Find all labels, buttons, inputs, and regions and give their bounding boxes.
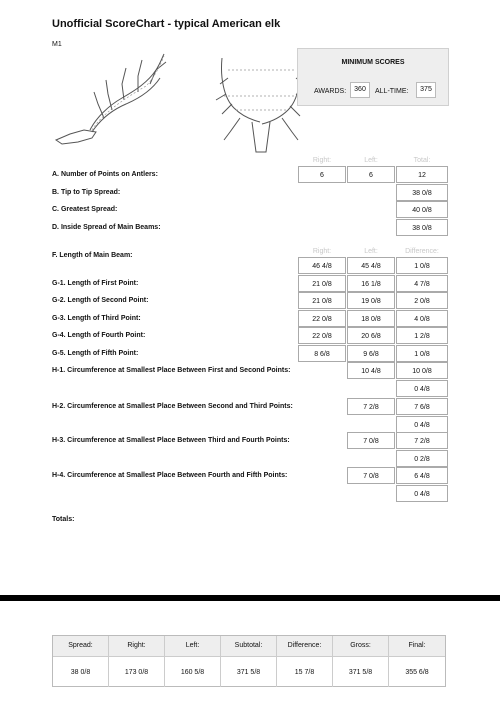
row-d-label: D. Inside Spread of Main Beams:: [52, 224, 161, 231]
summary-header-spread: Spread:: [53, 636, 109, 656]
row-f-left: 45 4/8: [347, 257, 395, 274]
totals-label: Totals:: [52, 516, 75, 523]
row-h2-label: H-2. Circumference at Smallest Place Between Second and Third Points:: [52, 403, 293, 410]
row-d-total: 38 0/8: [396, 219, 448, 236]
row-h1-label: H-1. Circumference at Smallest Place Between First and Second Points:: [52, 367, 291, 374]
page-title: Unofficial ScoreChart - typical American elk: [52, 18, 281, 30]
header-right: Right:: [312, 157, 332, 164]
row-h2-diff: 7 6/8: [396, 398, 448, 415]
summary-value-spread: 38 0/8: [53, 656, 109, 687]
awards-value: 360: [350, 82, 370, 98]
summary-table: [52, 635, 446, 687]
row-a-label: A. Number of Points on Antlers:: [52, 171, 158, 178]
row-f-label: F. Length of Main Beam:: [52, 252, 133, 259]
row-g5-right: 8 6/8: [298, 345, 346, 362]
row-g5-label: G-5. Length of Fifth Point:: [52, 350, 139, 357]
row-b-total: 38 0/8: [396, 184, 448, 201]
page-subtitle: M1: [52, 41, 62, 48]
all-time-value: 375: [416, 82, 436, 98]
row-h2-diff2: 0 4/8: [396, 416, 448, 433]
summary-value-left: 160 5/8: [165, 656, 221, 687]
row-h4-left: 7 0/8: [347, 467, 395, 484]
row-g3-diff: 4 0/8: [396, 310, 448, 327]
minimum-scores-title: MINIMUM SCORES: [341, 59, 405, 66]
row-g2-label: G-2. Length of Second Point:: [52, 297, 149, 304]
summary-value-gross: 371 5/8: [333, 656, 389, 687]
row-g1-right: 21 0/8: [298, 275, 346, 292]
row-g4-label: G-4. Length of Fourth Point:: [52, 332, 146, 339]
row-g3-left: 18 0/8: [347, 310, 395, 327]
summary-header-gross: Gross:: [333, 636, 389, 656]
summary-header-right: Right:: [109, 636, 165, 656]
row-g1-label: G-1. Length of First Point:: [52, 280, 139, 287]
summary-value-subtotal: 371 5/8: [221, 656, 277, 687]
summary-header-final: Final:: [389, 636, 445, 656]
row-h1-left: 10 4/8: [347, 362, 395, 379]
row-h1-diff2: 0 4/8: [396, 380, 448, 397]
row-c-label: C. Greatest Spread:: [52, 206, 118, 213]
all-time-label: ALL-TIME:: [375, 88, 409, 95]
row-f-diff: 1 0/8: [396, 257, 448, 274]
summary-header-left: Left:: [165, 636, 221, 656]
header-difference: Difference:: [405, 248, 439, 255]
header-right-2: Right:: [312, 248, 332, 255]
row-h3-label: H-3. Circumference at Smallest Place Between Third and Fourth Points:: [52, 437, 290, 444]
row-g2-right: 21 0/8: [298, 292, 346, 309]
row-g5-left: 9 6/8: [347, 345, 395, 362]
header-total: Total:: [413, 157, 431, 164]
row-c-total: 40 0/8: [396, 201, 448, 218]
row-h1-diff: 10 0/8: [396, 362, 448, 379]
row-a-right: 6: [298, 166, 346, 183]
row-g1-diff: 4 7/8: [396, 275, 448, 292]
row-f-right: 46 4/8: [298, 257, 346, 274]
elk-antler-illustration: [52, 48, 307, 158]
row-g1-left: 16 1/8: [347, 275, 395, 292]
header-left-2: Left:: [364, 248, 378, 255]
summary-header-subtotal: Subtotal:: [221, 636, 277, 656]
summary-header-difference: Difference:: [277, 636, 333, 656]
row-g4-diff: 1 2/8: [396, 327, 448, 344]
row-h4-label: H-4. Circumference at Smallest Place Between Fourth and Fifth Points:: [52, 472, 288, 479]
row-g4-left: 20 6/8: [347, 327, 395, 344]
row-a-total: 12: [396, 166, 448, 183]
row-h4-diff: 6 4/8: [396, 467, 448, 484]
row-h2-left: 7 2/8: [347, 398, 395, 415]
row-g2-left: 19 0/8: [347, 292, 395, 309]
row-g2-diff: 2 0/8: [396, 292, 448, 309]
row-g4-right: 22 0/8: [298, 327, 346, 344]
summary-value-difference: 15 7/8: [277, 656, 333, 687]
row-g3-right: 22 0/8: [298, 310, 346, 327]
row-g5-diff: 1 0/8: [396, 345, 448, 362]
awards-label: AWARDS:: [314, 88, 347, 95]
minimum-scores-box: [297, 48, 449, 106]
summary-value-right: 173 0/8: [109, 656, 165, 687]
summary-value-final: 355 6/8: [389, 656, 445, 687]
row-a-left: 6: [347, 166, 395, 183]
row-h3-diff: 7 2/8: [396, 432, 448, 449]
row-h3-diff2: 0 2/8: [396, 450, 448, 467]
row-g3-label: G-3. Length of Third Point:: [52, 315, 141, 322]
header-left: Left:: [364, 157, 378, 164]
row-h4-diff2: 0 4/8: [396, 485, 448, 502]
summary-page: [0, 601, 500, 716]
row-h3-left: 7 0/8: [347, 432, 395, 449]
row-b-label: B. Tip to Tip Spread:: [52, 189, 121, 196]
